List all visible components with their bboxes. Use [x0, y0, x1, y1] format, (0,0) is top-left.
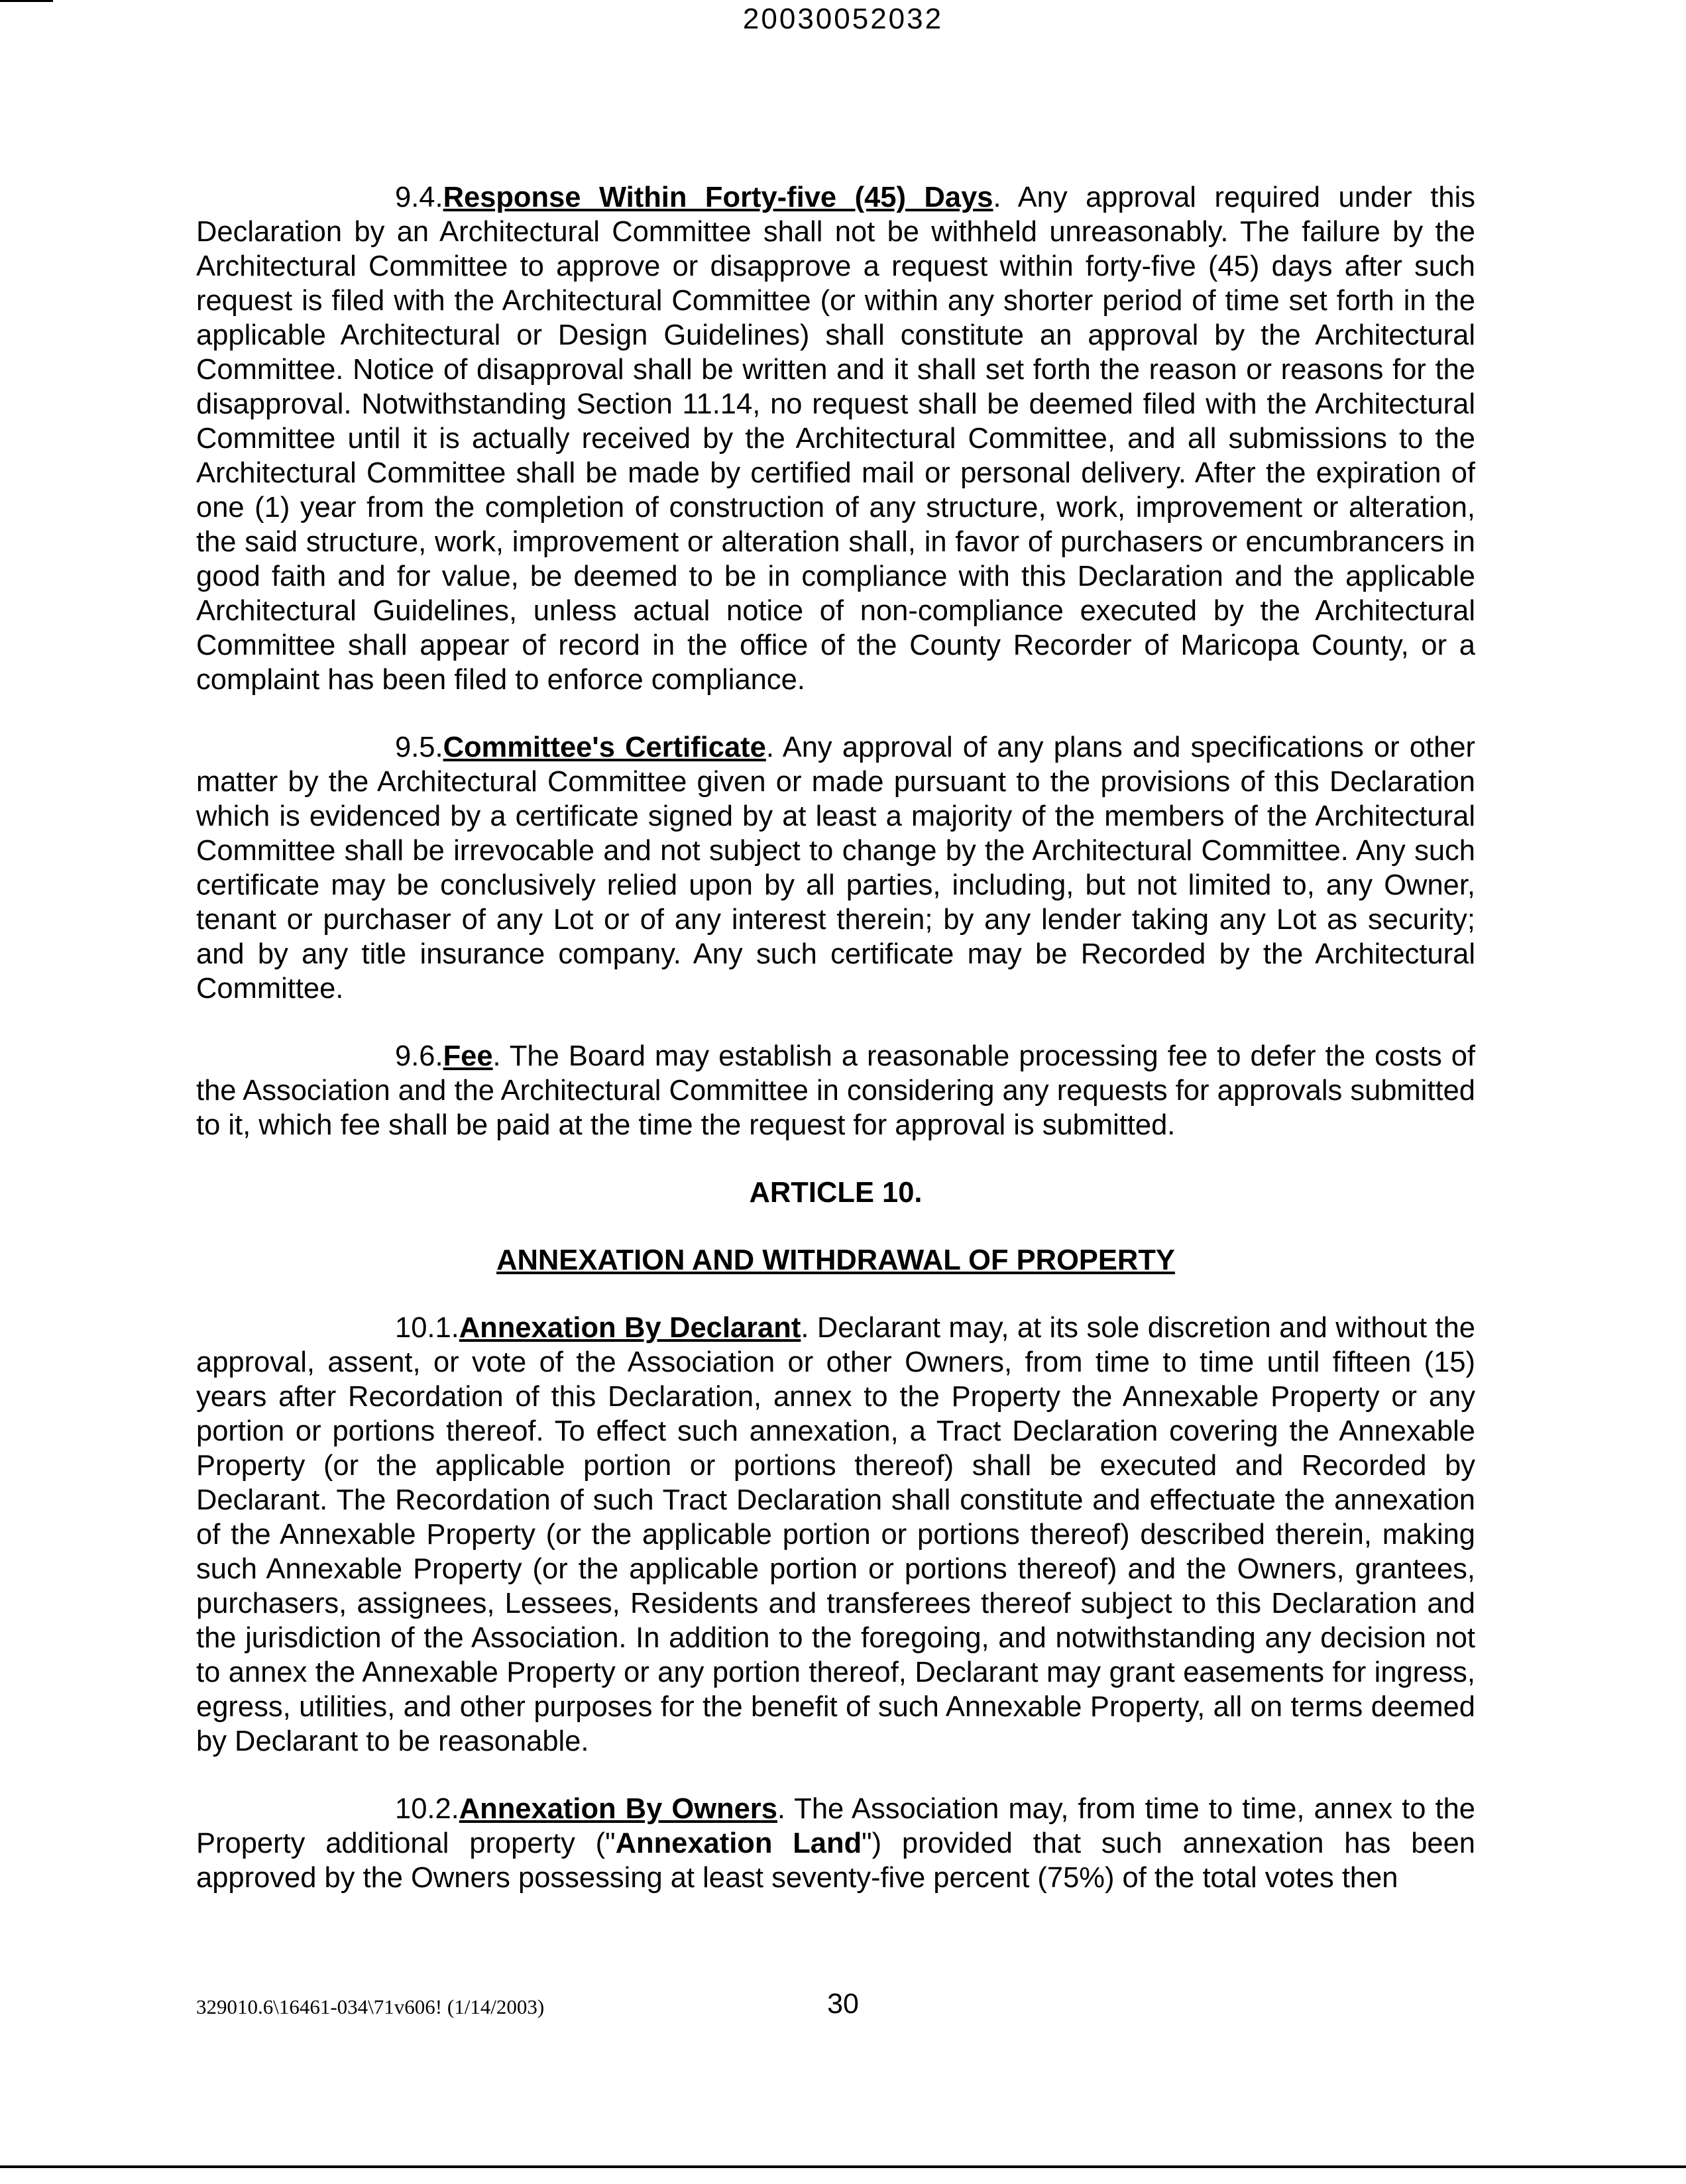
section-text: . Any approval of any plans and specifications or other matter by the Architectural Committee given or made pursuant to the provisions of this Declaration which is evidenced by a certificate signed by at least a majority of the members of the Architectural Committee shall be irrevocable and not subject to change by the Architectural Committee. Any such certificate may be conclusively relied upon by all parties, including, but not limited to, any Owner, tenant or purchaser of any Lot or of any interest therein; by any lender taking any Lot as security; and by any title insurance company. Any such certificate may be Recorded by the Architectural Committee. — [196, 732, 1476, 1005]
section-text: . The Board may establish a reasonable processing fee to defer the costs of the Association and the Architectural Committee in considering any requests for approvals submitted to it, which fee shall be paid at the time the request for approval is submitted. — [196, 1040, 1475, 1141]
page-number: 30 — [827, 1988, 859, 2020]
defined-term: Annexation Land — [615, 1828, 862, 1859]
footer-doc-ref: 329010.6\16461-034\71v606! (1/14/2003) — [196, 1995, 545, 2018]
section-title: Fee — [443, 1040, 493, 1072]
section-title: Annexation By Declarant — [459, 1312, 801, 1344]
bottom-rule — [0, 2165, 1686, 2168]
scan-edge-mark — [0, 0, 53, 2]
section-number: 9.6. — [395, 1040, 443, 1072]
document-body — [196, 180, 1475, 1928]
section-title: Annexation By Owners — [459, 1793, 777, 1825]
article-title: ANNEXATION AND WITHDRAWAL OF PROPERTY — [496, 1244, 1175, 1276]
section-number: 10.1. — [395, 1312, 459, 1344]
recording-number: 20030052032 — [742, 3, 944, 35]
article-heading — [196, 1243, 1475, 1278]
section-text-after: ") provided that such annexation has been approved by the Owners possessing at least seventy-five percent (75%) of the total votes then — [196, 1828, 1475, 1894]
section-text: . Declarant may, at its sole discretion and without the approval, assent, or vote of the Association or other Owners, from time to time until fifteen (15) years after Recordation of this Declaration, annex to the Property the Annexable Property or any portion or portions thereof. To effect such annexation, a Tract Declaration covering the Annexable Property (or the applicable portion or portions thereof) shall be executed and Recorded by Declarant. The Recordation of such Tract Declaration shall constitute and effectuate the annexation of the Annexable Property (or the applicable portion or portions thereof) described therein, making such Annexable Property (or the applicable portion or portions thereof) and the Owners, grantees, purchasers, assignees, Lessees, Residents and transferees thereof subject to this Declaration and the jurisdiction of the Association. In addition to the foregoing, and notwithstanding any decision not to annex the Annexable Property or any portion thereof, Declarant may grant easements for ingress, egress, utilities, and other purposes for the benefit of such Annexable Property, all on terms deemed by Declarant to be reasonable. — [196, 1312, 1475, 1757]
section-9-4 — [196, 180, 1475, 697]
article-label: ARTICLE 10. — [749, 1177, 923, 1209]
section-10-1 — [196, 1311, 1475, 1759]
section-number: 9.5. — [395, 732, 443, 763]
section-number: 9.4. — [395, 182, 443, 213]
section-9-6 — [196, 1039, 1475, 1142]
section-text: . Any approval required under this Declaration by an Architectural Committee shall not be withheld unreasonably. The failure by the Architectural Committee to approve or disapprove a request within forty-five (45) days after such request is filed with the Architectural Committee (or within any shorter period of time set forth in the applicable Architectural or Design Guidelines) shall constitute an approval by the Architectural Committee. Notice of disapproval shall be written and it shall set forth the reason or reasons for the disapproval. Notwithstanding Section 11.14, no request shall be deemed filed with the Architectural Committee until it is actually received by the Architectural Committee, and all submissions to the Architectural Committee shall be made by certified mail or personal delivery. After the expiration of one (1) year from the completion of construction of any structure, work, improvement or alteration, the said structure, work, improvement or alteration shall, in favor of purchasers or encumbrancers in good faith and for value, be deemed to be in compliance with this Declaration and the applicable Architectural Guidelines, unless actual notice of non-compliance executed by the Architectural Committee shall appear of record in the office of the County Recorder of Maricopa County, or a complaint has been filed to enforce compliance. — [196, 182, 1475, 696]
section-number: 10.2. — [395, 1793, 459, 1825]
section-title: Committee's Certificate — [443, 732, 766, 763]
section-10-2 — [196, 1792, 1475, 1895]
section-text-before: . The Association may, from time to time, annex to the Property additional property (" — [196, 1793, 1475, 1859]
section-title: Response Within Forty-five (45) Days — [443, 182, 993, 213]
section-9-5 — [196, 730, 1475, 1006]
